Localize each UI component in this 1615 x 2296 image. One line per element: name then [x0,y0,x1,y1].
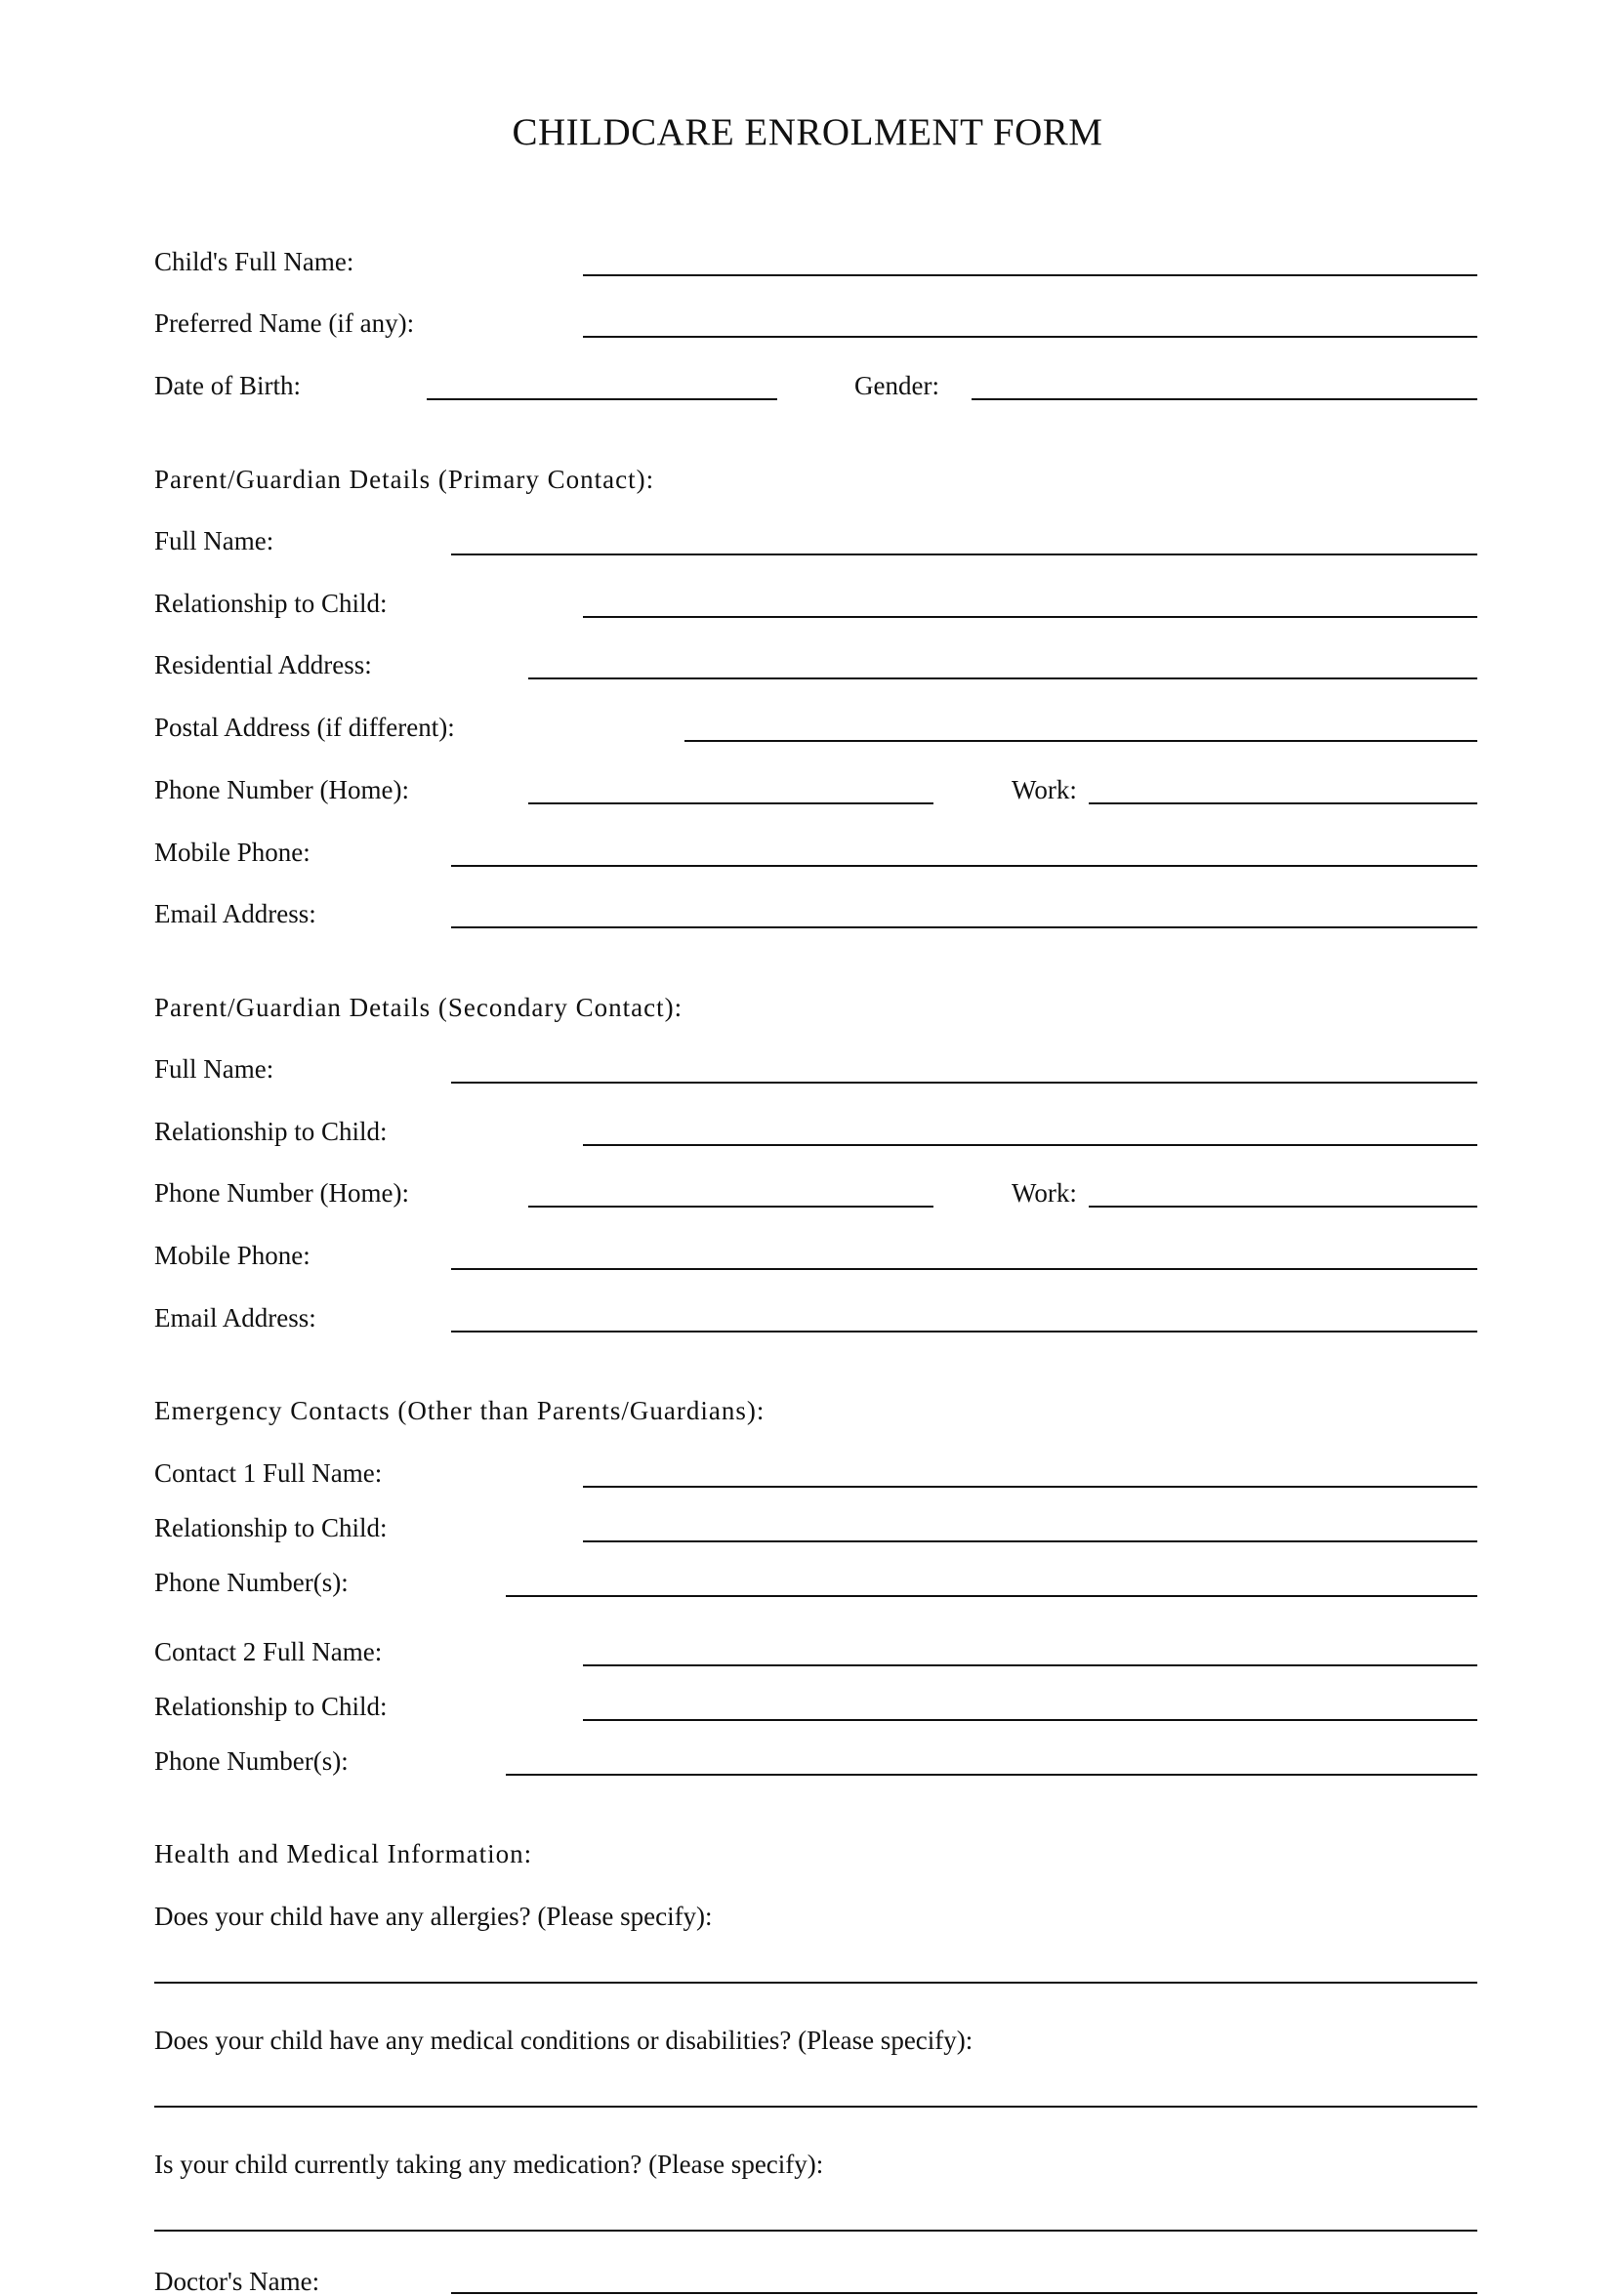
medication-field[interactable] [154,2230,1477,2232]
child-full-name-field[interactable] [583,274,1477,276]
date-of-birth-field[interactable] [427,398,777,400]
contact1-relationship-label: Relationship to Child: [154,1513,388,1542]
contact2-name-label: Contact 2 Full Name: [154,1637,383,1666]
gender-field[interactable] [972,398,1477,400]
secondary-relationship-field[interactable] [583,1144,1477,1146]
primary-email-field[interactable] [451,926,1477,928]
contact2-phone-label: Phone Number(s): [154,1746,349,1776]
secondary-phone-home-label: Phone Number (Home): [154,1178,409,1208]
secondary-email-label: Email Address: [154,1303,316,1332]
primary-full-name-field[interactable] [451,554,1477,555]
primary-phone-home-label: Phone Number (Home): [154,775,409,804]
secondary-full-name-field[interactable] [451,1082,1477,1084]
primary-full-name-label: Full Name: [154,526,274,555]
primary-relationship-field[interactable] [583,616,1477,618]
secondary-contact-heading: Parent/Guardian Details (Secondary Contact): [154,993,683,1022]
date-of-birth-label: Date of Birth: [154,371,301,400]
residential-address-label: Residential Address: [154,650,372,679]
contact1-name-field[interactable] [583,1486,1477,1488]
contact1-relationship-field[interactable] [583,1540,1477,1542]
primary-work-field[interactable] [1089,802,1477,804]
primary-contact-heading: Parent/Guardian Details (Primary Contact): [154,465,655,494]
postal-address-label: Postal Address (if different): [154,713,455,742]
primary-phone-home-field[interactable] [528,802,933,804]
contact2-name-field[interactable] [583,1664,1477,1666]
gender-label: Gender: [854,371,939,400]
secondary-mobile-field[interactable] [451,1268,1477,1270]
medication-label: Is your child currently taking any medication? (Please specify): [154,2150,824,2179]
primary-email-label: Email Address: [154,899,316,928]
secondary-work-field[interactable] [1089,1206,1477,1208]
contact1-name-label: Contact 1 Full Name: [154,1458,383,1488]
preferred-name-label: Preferred Name (if any): [154,308,415,338]
contact1-phone-label: Phone Number(s): [154,1568,349,1597]
primary-work-label: Work: [1012,775,1077,804]
doctor-name-label: Doctor's Name: [154,2267,320,2296]
primary-relationship-label: Relationship to Child: [154,589,388,618]
secondary-email-field[interactable] [451,1331,1477,1332]
primary-mobile-label: Mobile Phone: [154,838,311,867]
secondary-phone-home-field[interactable] [528,1206,933,1208]
secondary-mobile-label: Mobile Phone: [154,1241,311,1270]
contact1-phone-field[interactable] [506,1595,1477,1597]
allergies-field[interactable] [154,1982,1477,1984]
doctor-name-field[interactable] [451,2292,1477,2294]
postal-address-field[interactable] [684,740,1477,742]
secondary-work-label: Work: [1012,1178,1077,1208]
secondary-full-name-label: Full Name: [154,1054,274,1084]
contact2-relationship-field[interactable] [583,1719,1477,1721]
medical-conditions-field[interactable] [154,2106,1477,2108]
form-title: CHILDCARE ENROLMENT FORM [512,111,1103,153]
primary-mobile-field[interactable] [451,865,1477,867]
contact2-phone-field[interactable] [506,1774,1477,1776]
secondary-relationship-label: Relationship to Child: [154,1117,388,1146]
allergies-label: Does your child have any allergies? (Please specify): [154,1902,713,1931]
child-full-name-label: Child's Full Name: [154,247,354,276]
residential-address-field[interactable] [528,677,1477,679]
health-medical-heading: Health and Medical Information: [154,1839,533,1868]
medical-conditions-label: Does your child have any medical conditions or disabilities? (Please specify): [154,2026,973,2055]
preferred-name-field[interactable] [583,336,1477,338]
contact2-relationship-label: Relationship to Child: [154,1692,388,1721]
emergency-contacts-heading: Emergency Contacts (Other than Parents/Guardians): [154,1396,766,1425]
